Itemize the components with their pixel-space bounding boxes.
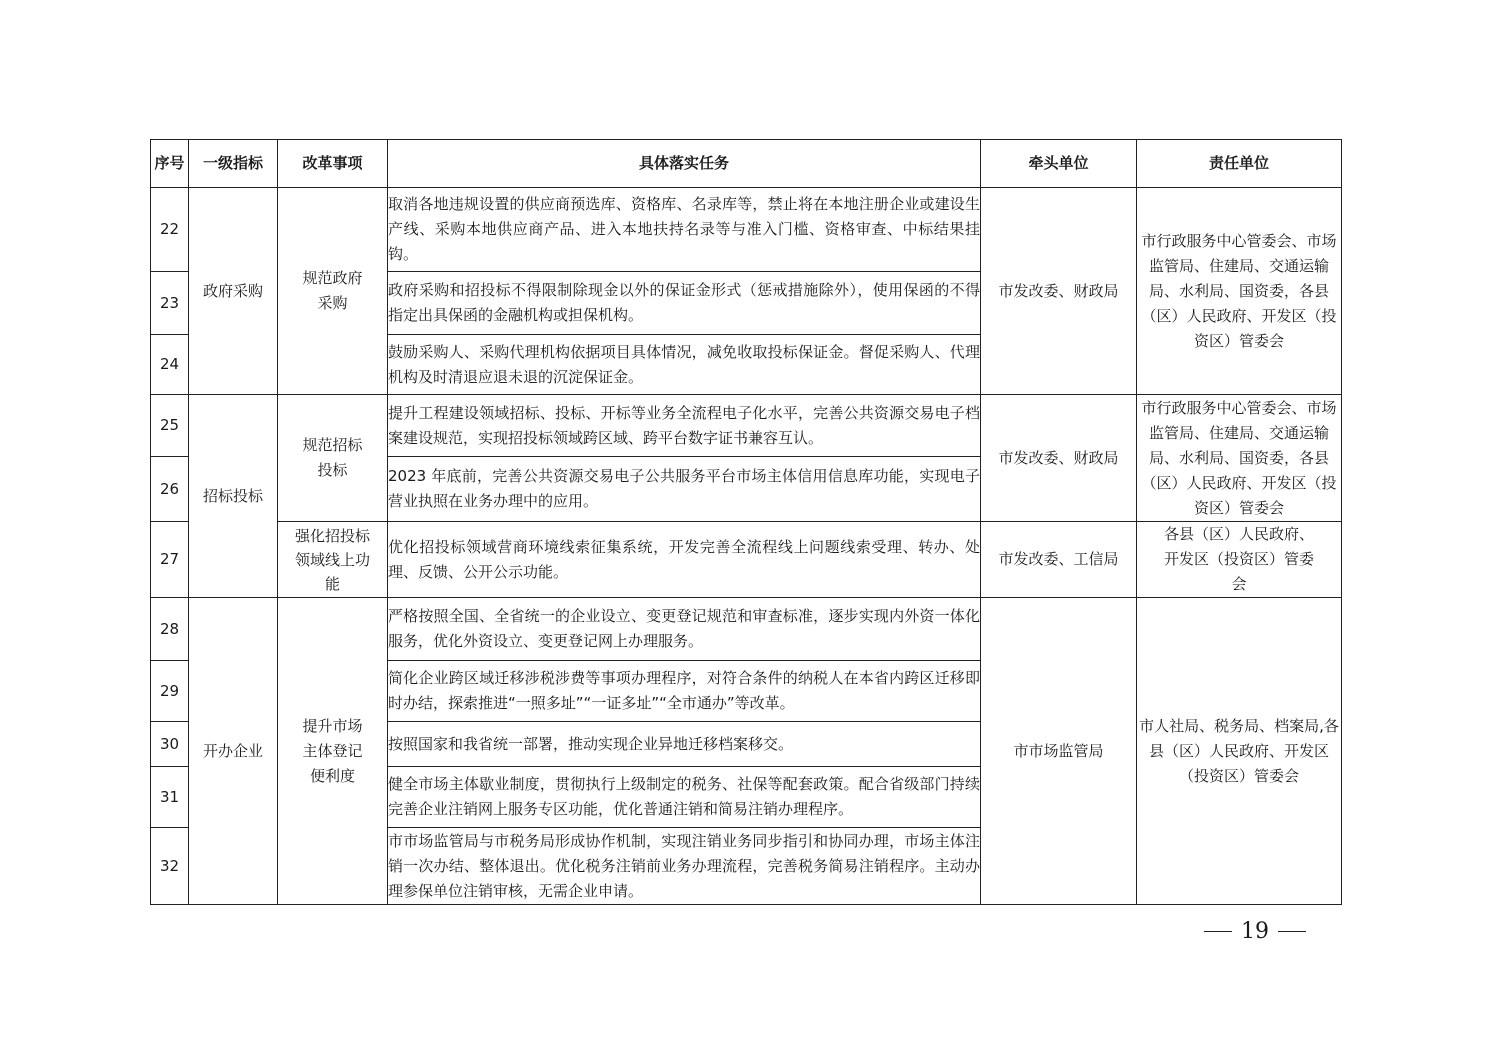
row-number: 26	[151, 457, 189, 522]
task-text: 市市场监管局与市税务局形成协作机制，实现注销业务同步指引和协同办理，市场主体注销一次办结、整体退出。优化税务注销前业务办理流程，完善税务简易注销程序。主动办理参保单位注销审核，无需企业申请。	[388, 828, 981, 905]
task-text: 优化招投标领域营商环境线索征集系统，开发完善全流程线上问题线索受理、转办、处理、反馈、公开公示功能。	[388, 522, 981, 598]
header-task: 具体落实任务	[388, 140, 981, 188]
row-number: 30	[151, 722, 189, 767]
task-text: 鼓励采购人、采购代理机构依据项目具体情况，减免收取投标保证金。督促采购人、代理机构及时清退应退未退的沉淀保证金。	[388, 335, 981, 395]
page-number	[1204, 914, 1306, 948]
level1-indicator: 招标投标	[189, 395, 278, 598]
row-number: 24	[151, 335, 189, 395]
lead-unit: 市发改委、工信局	[981, 522, 1137, 598]
task-text: 简化企业跨区域迁移涉税涉费等事项办理程序，对符合条件的纳税人在本省内跨区迁移即时办结，探索推进“一照多址”“一证多址”“全市通办”等改革。	[388, 661, 981, 722]
row-number: 27	[151, 522, 189, 598]
table-row	[151, 395, 1342, 457]
reform-item: 提升市场主体登记便利度	[278, 598, 388, 905]
responsible-units: 市行政服务中心管委会、市场监管局、住建局、交通运输局、水利局、国资委，各县（区）人民政府、开发区（投资区）管委会	[1137, 395, 1342, 522]
reform-item: 规范政府采购	[278, 188, 388, 395]
table-header-row	[151, 140, 1342, 188]
table-row	[151, 522, 1342, 598]
header-seq: 序号	[151, 140, 189, 188]
header-level1: 一级指标	[189, 140, 278, 188]
table-row	[151, 598, 1342, 661]
lead-unit: 市发改委、财政局	[981, 188, 1137, 395]
reform-item: 强化招投标领域线上功能	[278, 522, 388, 598]
row-number: 25	[151, 395, 189, 457]
task-text: 2023 年底前，完善公共资源交易电子公共服务平台市场主体信用信息库功能，实现电子营业执照在业务办理中的应用。	[388, 457, 981, 522]
task-text: 按照国家和我省统一部署，推动实现企业异地迁移档案移交。	[388, 722, 981, 767]
page-number-left-dash	[1204, 931, 1232, 932]
table-row	[151, 188, 1342, 272]
task-text: 严格按照全国、全省统一的企业设立、变更登记规范和审查标准，逐步实现内外资一体化服务，优化外资设立、变更登记网上办理服务。	[388, 598, 981, 661]
page-number-value: 19	[1241, 918, 1269, 944]
reform-task-table	[150, 139, 1342, 905]
lead-unit: 市市场监管局	[981, 598, 1137, 905]
row-number: 23	[151, 272, 189, 335]
responsible-units: 各县（区）人民政府、开发区（投资区）管委会	[1137, 522, 1342, 598]
task-text: 提升工程建设领域招标、投标、开标等业务全流程电子化水平，完善公共资源交易电子档案建设规范，实现招投标领域跨区域、跨平台数字证书兼容互认。	[388, 395, 981, 457]
task-text: 政府采购和招投标不得限制除现金以外的保证金形式（惩戒措施除外），使用保函的不得指定出具保函的金融机构或担保机构。	[388, 272, 981, 335]
task-text: 健全市场主体歇业制度，贯彻执行上级制定的税务、社保等配套政策。配合省级部门持续完善企业注销网上服务专区功能，优化普通注销和简易注销办理程序。	[388, 767, 981, 828]
row-number: 32	[151, 828, 189, 905]
row-number: 31	[151, 767, 189, 828]
row-number: 29	[151, 661, 189, 722]
row-number: 22	[151, 188, 189, 272]
level1-indicator: 政府采购	[189, 188, 278, 395]
header-item: 改革事项	[278, 140, 388, 188]
lead-unit: 市发改委、财政局	[981, 395, 1137, 522]
responsible-units: 市行政服务中心管委会、市场监管局、住建局、交通运输局、水利局、国资委，各县（区）人民政府、开发区（投资区）管委会	[1137, 188, 1342, 395]
row-number: 28	[151, 598, 189, 661]
page-number-right-dash	[1278, 931, 1306, 932]
level1-indicator: 开办企业	[189, 598, 278, 905]
responsible-units: 市人社局、税务局、档案局,各县（区）人民政府、开发区（投资区）管委会	[1137, 598, 1342, 905]
reform-item: 规范招标投标	[278, 395, 388, 522]
task-text: 取消各地违规设置的供应商预选库、资格库、名录库等，禁止将在本地注册企业或建设生产线、采购本地供应商产品、进入本地扶持名录等与准入门槛、资格审查、中标结果挂钩。	[388, 188, 981, 272]
header-resp: 责任单位	[1137, 140, 1342, 188]
header-lead: 牵头单位	[981, 140, 1137, 188]
